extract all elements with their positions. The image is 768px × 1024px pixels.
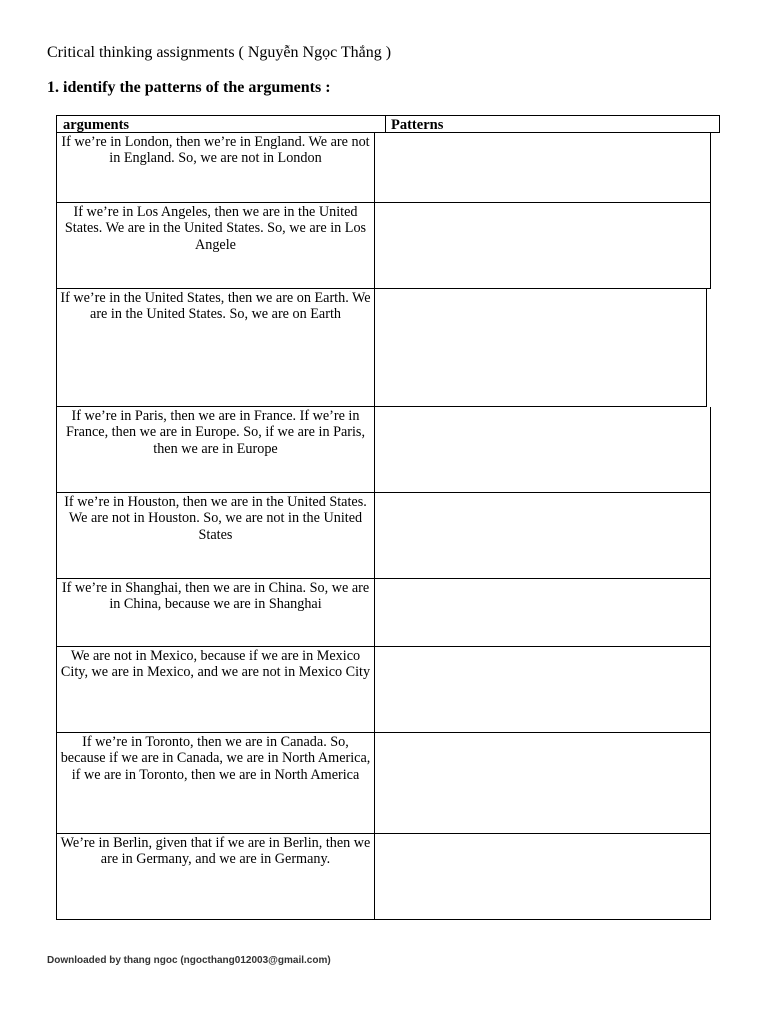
table-header-row [56,115,720,133]
pattern-cell[interactable] [375,834,710,919]
table-row [56,647,711,733]
pattern-cell[interactable] [375,647,710,732]
argument-cell: If we’re in Toronto, then we are in Canada. So, because if we are in Canada, we are in North America, if we are in Toronto, then we are in North America [57,733,375,833]
argument-cell: If we’re in Shanghai, then we are in China. So, we are in China, because we are in Shanghai [57,579,375,646]
download-footer: Downloaded by thang ngoc (ngocthang012003@gmail.com) [47,955,331,966]
arguments-table [56,133,711,920]
header-divider [385,116,386,132]
argument-cell: If we’re in the United States, then we are on Earth. We are in the United States. So, we are on Earth [57,289,375,406]
document-title: Critical thinking assignments ( Nguyễn Ngọc Thắng ) [47,44,392,61]
table-row [56,289,707,407]
table-row [56,203,711,289]
table-row [56,834,711,920]
argument-cell: If we’re in London, then we’re in England. We are not in England. So, we are not in London [57,133,375,202]
table-row [56,407,711,493]
arguments-column-header: arguments [63,117,130,133]
pattern-cell[interactable] [375,493,710,578]
table-row [56,733,711,834]
pattern-cell[interactable] [375,407,710,492]
argument-cell: If we’re in Paris, then we are in France. If we’re in France, then we are in Europe. So, if we are in Paris, then we are in Europe [57,407,375,492]
pattern-cell[interactable] [375,733,710,833]
table-row [56,493,711,579]
argument-cell: We’re in Berlin, given that if we are in Berlin, then we are in Germany, and we are in Germany. [57,834,375,919]
pattern-cell[interactable] [375,579,710,646]
table-row [56,579,711,647]
pattern-cell[interactable] [375,133,710,202]
argument-cell: If we’re in Houston, then we are in the United States. We are not in Houston. So, we are not in the United States [57,493,375,578]
section-heading: 1. identify the patterns of the arguments : [47,79,331,96]
table-row [56,133,711,203]
patterns-column-header: Patterns [391,117,444,133]
pattern-cell[interactable] [375,203,710,288]
argument-cell: We are not in Mexico, because if we are in Mexico City, we are in Mexico, and we are not in Mexico City [57,647,375,732]
argument-cell: If we’re in Los Angeles, then we are in the United States. We are in the United States. So, we are in Los Angele [57,203,375,288]
pattern-cell[interactable] [375,289,706,406]
